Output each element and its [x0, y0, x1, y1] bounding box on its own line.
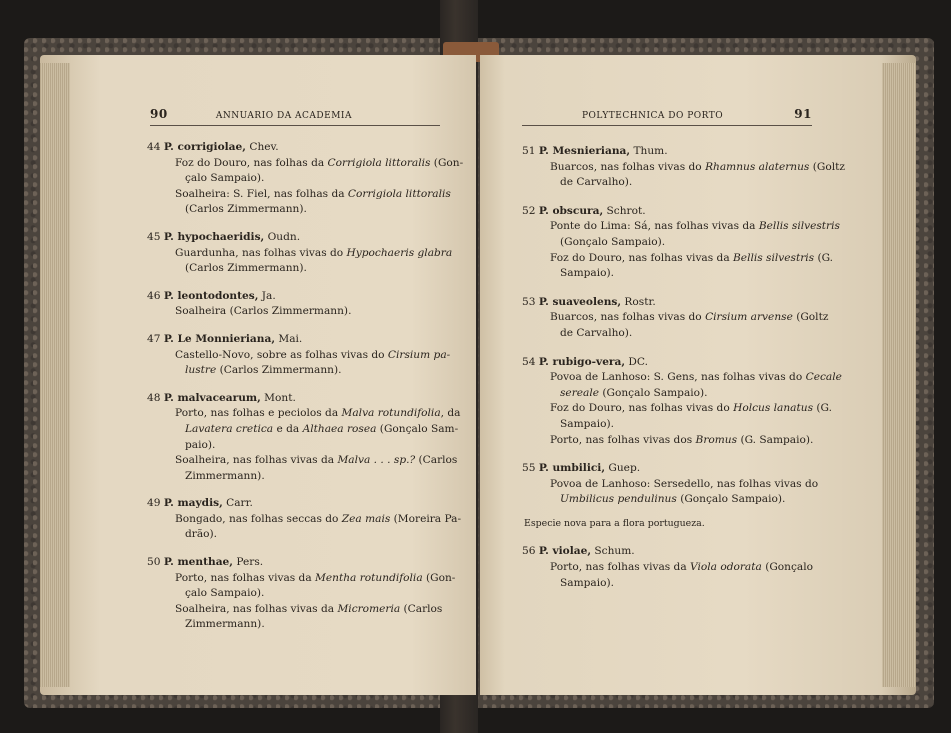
host-plant: Bellis silvestris — [733, 251, 815, 264]
entry-line — [147, 512, 462, 528]
species-name: P. leontodontes, — [163, 289, 259, 302]
species-author: Ja. — [258, 289, 276, 302]
line-text: çalo Sampaio). — [185, 172, 265, 185]
line-text: paio). — [185, 438, 216, 451]
entry-heading — [147, 332, 447, 348]
line-text: Castello-Novo, sobre as folhas vivas do — [175, 348, 388, 361]
species-name: P. obscura, — [538, 204, 604, 217]
line-text: (Gonçalo — [761, 561, 814, 574]
entry-line — [522, 219, 840, 235]
entry-line — [522, 477, 822, 493]
line-text: (Gon- — [430, 156, 464, 169]
host-plant: Rhamnus alaternus — [705, 160, 810, 173]
right-page-header — [522, 107, 812, 121]
line-text: (Carlos — [415, 454, 458, 467]
line-text: Soalheira, nas folhas vivas da — [175, 454, 338, 467]
host-plant: sereale — [560, 386, 600, 399]
line-text: çalo Sampaio). — [185, 587, 265, 600]
entry-heading — [522, 295, 822, 311]
entry-line — [522, 266, 822, 282]
host-plant: Hypochaeris glabra — [346, 246, 453, 259]
species-author: DC. — [625, 355, 649, 368]
entry-number: 53 — [522, 295, 539, 308]
species-author: Chev. — [245, 141, 279, 153]
left-running-head: ANNUARIO DA ACADEMIA — [215, 111, 352, 121]
right-page-text — [522, 144, 845, 591]
line-text: Bongado, nas folhas seccas do — [175, 512, 342, 525]
line-text: Ponte do Lima: Sá, nas folhas vivas da — [550, 220, 759, 233]
left-page — [40, 55, 476, 695]
entry-54 — [522, 355, 842, 449]
entry-number: 47 — [147, 332, 164, 345]
host-plant: Althaea rosea — [302, 422, 377, 435]
entry-heading — [147, 289, 447, 305]
host-plant: Cirsium pa- — [387, 348, 451, 361]
line-text: Porto, nas folhas e peciolos da — [175, 407, 342, 420]
entry-line — [522, 576, 822, 592]
line-text: Foz do Douro, nas folhas da — [175, 156, 328, 169]
line-text: Sampaio). — [560, 417, 614, 430]
species-name: P. corrigiolae, — [163, 141, 246, 153]
host-plant: Cecale — [805, 371, 842, 384]
entry-line — [147, 406, 461, 422]
species-author: Rostr. — [621, 295, 656, 308]
host-plant: Umbilicus pendulinus — [560, 493, 677, 506]
species-name: P. malvacearum, — [163, 391, 261, 404]
species-name: P. hypochaeridis, — [163, 230, 265, 243]
entry-56 — [522, 544, 822, 591]
line-text: (Gonçalo Sampaio). — [676, 493, 786, 506]
entry-line — [147, 527, 447, 543]
host-plant: Malva rotundifolia — [341, 407, 441, 420]
entry-55 — [522, 461, 822, 508]
species-author: Mont. — [260, 391, 296, 404]
line-text: drão). — [185, 528, 218, 541]
entry-48 — [147, 391, 461, 485]
entry-number: 54 — [522, 355, 539, 368]
line-text: Foz do Douro, nas folhas vivas do — [550, 402, 734, 415]
host-plant: Lavatera cretica — [185, 422, 274, 435]
entry-53 — [522, 295, 829, 342]
species-author: Pers. — [233, 556, 264, 569]
line-text: Guardunha, nas folhas vivas do — [175, 246, 347, 259]
entry-47 — [147, 332, 451, 379]
new-species-note: Especie nova para a flora portugueza. — [524, 517, 705, 529]
line-text: Foz do Douro, nas folhas vivas da — [550, 251, 734, 264]
line-text: de Carvalho). — [560, 326, 633, 339]
entry-number: 49 — [147, 497, 164, 510]
host-plant: Bromus — [695, 433, 738, 446]
left-header-rule — [150, 125, 440, 126]
species-author: Mai. — [275, 332, 303, 345]
left-page-text — [147, 140, 464, 633]
line-text: (Gon- — [422, 571, 456, 584]
entry-number: 51 — [522, 145, 539, 157]
entry-line — [522, 160, 845, 176]
entry-heading — [522, 544, 822, 560]
line-text: (Carlos — [400, 602, 443, 615]
line-text: Zimmermann). — [185, 618, 265, 631]
entry-number: 45 — [147, 230, 164, 243]
species-author: Schrot. — [603, 204, 646, 217]
entry-line — [147, 617, 447, 633]
entry-line — [522, 310, 829, 326]
line-text: Sampaio). — [560, 576, 614, 589]
line-text: (Goltz — [792, 311, 829, 324]
line-text: Sampaio). — [560, 267, 614, 280]
entry-51 — [522, 144, 845, 191]
line-text: Buarcos, nas folhas vivas do — [550, 311, 706, 324]
right-running-head: POLYTECHNICA DO PORTO — [582, 111, 724, 121]
line-text: Porto, nas folhas vivas da — [550, 561, 691, 574]
entry-number: 44 — [147, 141, 164, 153]
host-plant: Bellis silvestris — [758, 220, 840, 233]
entry-line — [147, 469, 447, 485]
entry-line — [147, 156, 464, 172]
line-text: (Gonçalo Sampaio). — [560, 235, 666, 248]
entry-line — [522, 433, 822, 449]
entry-line — [147, 304, 447, 320]
entry-line — [522, 326, 822, 342]
line-text: (Goltz — [809, 160, 845, 173]
entry-number: 46 — [147, 289, 164, 302]
entry-line — [522, 175, 822, 191]
entry-line — [147, 187, 451, 203]
entry-number: 52 — [522, 204, 539, 217]
line-text: (Gonçalo Sampaio). — [599, 386, 708, 399]
entry-number: 55 — [522, 462, 539, 475]
entry-line — [522, 251, 834, 267]
line-text: Buarcos, nas folhas vivas do — [550, 160, 706, 173]
species-name: P. maydis, — [163, 497, 223, 510]
entry-heading — [522, 144, 822, 160]
entry-line — [147, 171, 447, 187]
entry-line — [147, 602, 447, 618]
line-text: (Moreira Pa- — [390, 512, 462, 525]
entry-52 — [522, 204, 840, 282]
entry-line — [147, 586, 447, 602]
species-author: Carr. — [222, 497, 253, 510]
line-text: (G. — [813, 402, 832, 415]
species-name: P. Le Monnieriana, — [163, 332, 276, 345]
line-text: (Carlos Zimmermann). — [185, 203, 307, 216]
host-plant: lustre — [185, 364, 217, 377]
right-page-number: 91 — [794, 107, 812, 121]
entry-line — [147, 422, 459, 438]
left-page-edges — [40, 63, 70, 687]
entry-line — [147, 246, 453, 262]
entry-45 — [147, 230, 453, 277]
left-page-number: 90 — [150, 107, 168, 121]
species-author: Schum. — [591, 545, 635, 558]
host-plant: Mentha rotundifolia — [315, 571, 423, 584]
entry-line — [147, 261, 447, 277]
host-plant: Corrigiola littoralis — [347, 187, 451, 200]
line-text: (G. — [814, 251, 834, 264]
line-text: Zimmermann). — [185, 469, 265, 482]
entry-line — [147, 363, 447, 379]
entry-group — [522, 544, 822, 591]
entry-line — [522, 235, 822, 251]
entry-50 — [147, 555, 456, 633]
entry-44 — [147, 140, 464, 218]
host-plant: Zea mais — [341, 512, 391, 525]
line-text: Povoa de Lanhoso: S. Gens, nas folhas vivas do — [550, 371, 806, 384]
entry-number: 50 — [147, 556, 164, 569]
right-page-edges — [882, 63, 916, 687]
species-name: P. Mesnieriana, — [538, 145, 631, 157]
host-plant: Malva . . . sp.? — [337, 454, 416, 467]
entry-line — [522, 417, 822, 433]
entry-49 — [147, 496, 462, 543]
line-text: Povoa de Lanhoso: Sersedello, nas folhas vivas do — [550, 477, 819, 490]
entry-line — [147, 438, 447, 454]
entry-line — [522, 401, 832, 417]
species-name: P. menthae, — [163, 556, 233, 569]
entry-heading — [147, 555, 447, 571]
entry-line — [147, 202, 447, 218]
entry-line — [147, 571, 456, 587]
entry-heading — [147, 230, 447, 246]
right-header-rule — [522, 125, 812, 126]
line-text: Porto, nas folhas vivas dos — [550, 433, 696, 446]
host-plant: Cirsium arvense — [705, 311, 793, 324]
line-text: Soalheira (Carlos Zimmermann). — [175, 305, 352, 318]
right-page — [480, 55, 916, 695]
entry-46 — [147, 289, 447, 320]
species-name: P. rubigo-vera, — [538, 355, 626, 368]
host-plant: Viola odorata — [690, 561, 762, 574]
line-text: , da — [440, 407, 461, 420]
species-author: Thum. — [630, 145, 668, 157]
entry-heading — [522, 204, 822, 220]
line-text: (Carlos Zimmermann). — [185, 262, 307, 275]
line-text: (G. Sampaio). — [737, 433, 814, 446]
line-text: (Gonçalo Sam- — [376, 422, 459, 435]
left-page-header — [150, 107, 440, 121]
entry-line — [522, 370, 842, 386]
line-text: Soalheira, nas folhas vivas da — [175, 602, 338, 615]
entry-line — [522, 492, 822, 508]
entry-number: 48 — [147, 391, 164, 404]
host-plant: Micromeria — [337, 602, 401, 615]
species-name: P. umbilici, — [538, 462, 606, 475]
line-text: Soalheira: S. Fiel, nas folhas da — [175, 187, 348, 200]
entry-heading — [147, 391, 447, 407]
line-text: e da — [273, 422, 303, 435]
entry-line — [522, 386, 822, 402]
entry-number: 56 — [522, 545, 539, 558]
entry-heading — [147, 496, 447, 512]
entry-heading — [522, 355, 822, 371]
line-text: Porto, nas folhas vivas da — [175, 571, 316, 584]
species-name: P. suaveolens, — [538, 295, 622, 308]
host-plant: Corrigiola littoralis — [327, 156, 431, 169]
species-name: P. violae, — [538, 545, 592, 558]
entry-line — [147, 348, 451, 364]
species-author: Oudn. — [264, 230, 301, 243]
line-text: (Carlos Zimmermann). — [216, 364, 342, 377]
entry-heading — [147, 140, 447, 156]
entry-heading — [522, 461, 822, 477]
species-author: Guep. — [605, 462, 641, 475]
entry-line — [522, 560, 822, 576]
line-text: de Carvalho). — [560, 176, 633, 189]
entry-line — [147, 453, 458, 469]
host-plant: Holcus lanatus — [733, 402, 814, 415]
